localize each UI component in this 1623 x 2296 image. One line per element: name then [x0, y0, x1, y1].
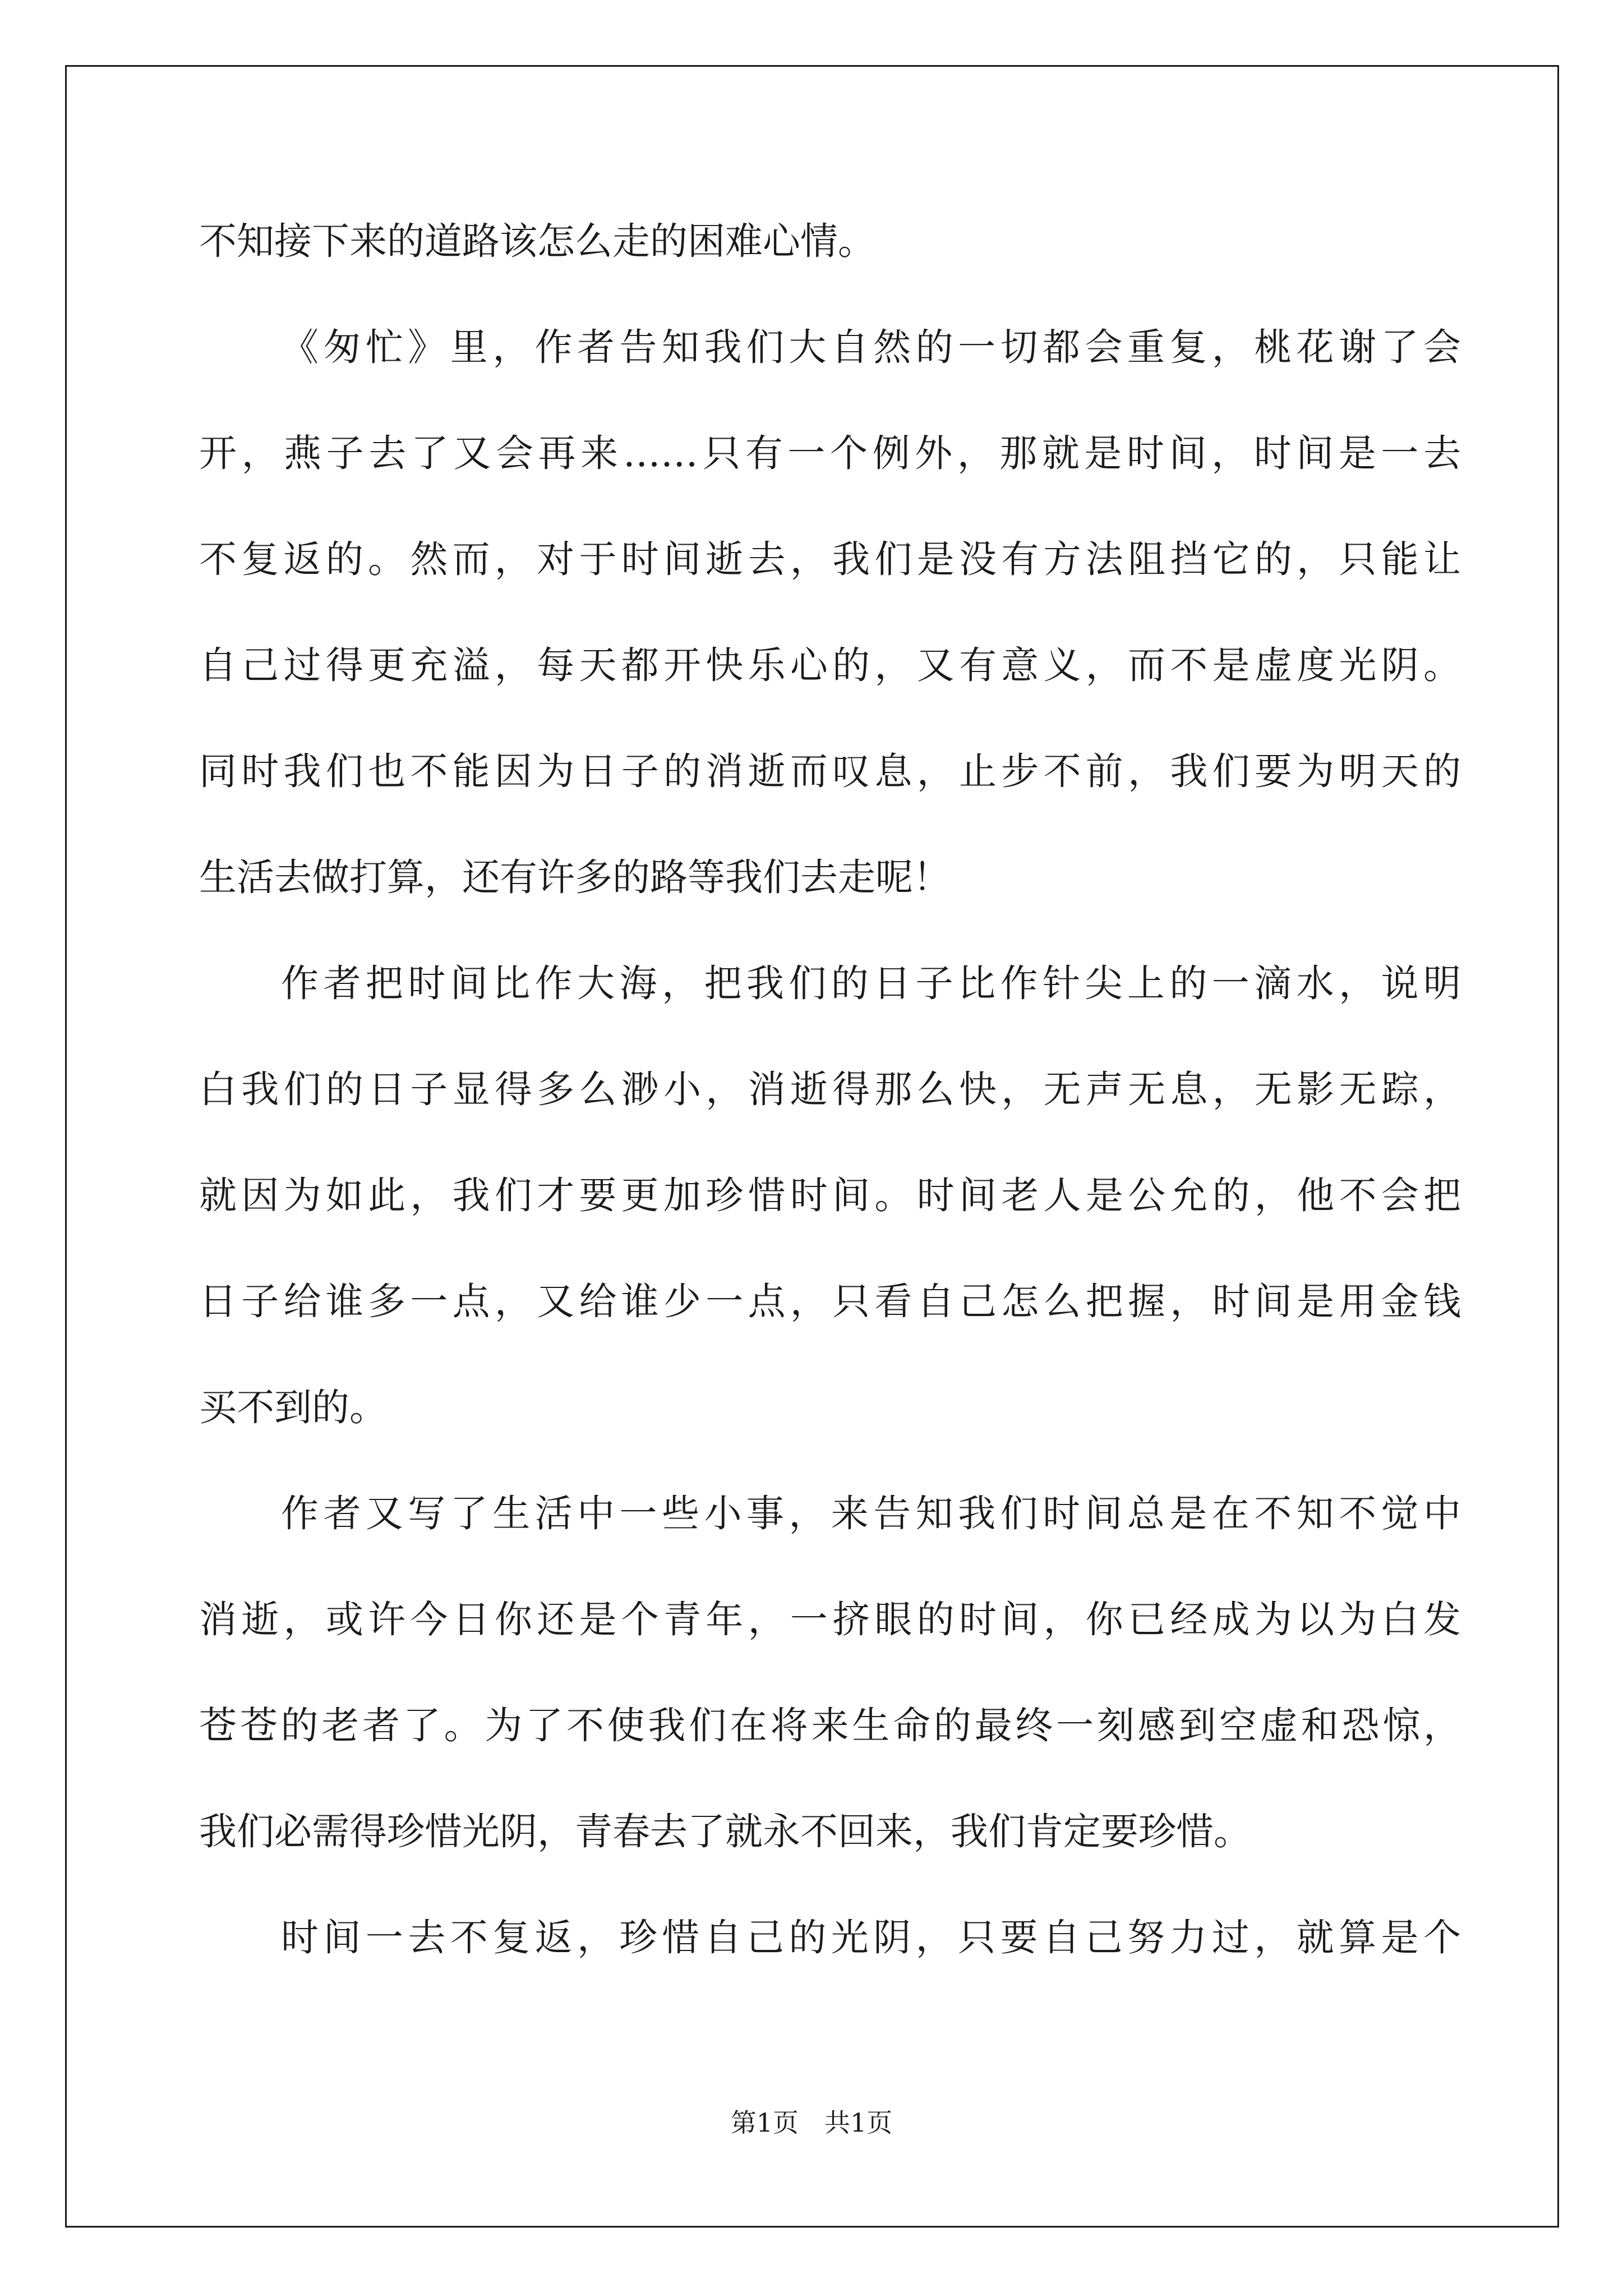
text-line: 同时我们也不能因为日子的消逝而叹息，止步不前，我们要为明天的	[199, 749, 1461, 793]
text-line: 自己过得更充溢，每天都开快乐心的，又有意义，而不是虚度光阴。	[199, 643, 1461, 687]
page-footer: 第1页 共1页	[730, 2108, 893, 2138]
text-line: 日子给谁多一点，又给谁少一点，只看自己怎么把握，时间是用金钱	[199, 1280, 1461, 1323]
text-line: 买不到的。	[199, 1386, 387, 1429]
text-line: 就因为如此，我们才要更加珍惜时间。时间老人是公允的，他不会把	[199, 1174, 1461, 1217]
text-line: 作者又写了生活中一些小事，来告知我们时间总是在不知不觉中	[281, 1492, 1461, 1535]
text-line: 《匆忙》里，作者告知我们大自然的一切都会重复，桃花谢了会	[281, 325, 1461, 369]
text-line: 苍苍的老者了。为了不使我们在将来生命的最终一刻感到空虚和恐惊，	[199, 1704, 1461, 1747]
text-line: 白我们的日子显得多么渺小，消逝得那么快，无声无息，无影无踪，	[199, 1068, 1461, 1111]
text-line: 我们必需得珍惜光阴，青春去了就永不回来，我们肯定要珍惜。	[199, 1810, 1251, 1853]
text-line: 作者把时间比作大海，把我们的日子比作针尖上的一滴水，说明	[281, 961, 1461, 1005]
text-line: 消逝，或许今日你还是个青年，一挤眼的时间，你已经成为以为白发	[199, 1598, 1461, 1641]
text-line: 生活去做打算，还有许多的路等我们去走呢！	[199, 855, 951, 899]
text-line: 不复返的。然而，对于时间逝去，我们是没有方法阻挡它的，只能让	[199, 537, 1461, 581]
text-line: 开，燕子去了又会再来……只有一个例外，那就是时间，时间是一去	[199, 431, 1461, 475]
text-line: 不知接下来的道路该怎么走的困难心情。	[199, 219, 875, 263]
document-body	[199, 216, 1461, 2018]
text-line: 时间一去不复返，珍惜自己的光阴，只要自己努力过，就算是个	[281, 1916, 1461, 1959]
